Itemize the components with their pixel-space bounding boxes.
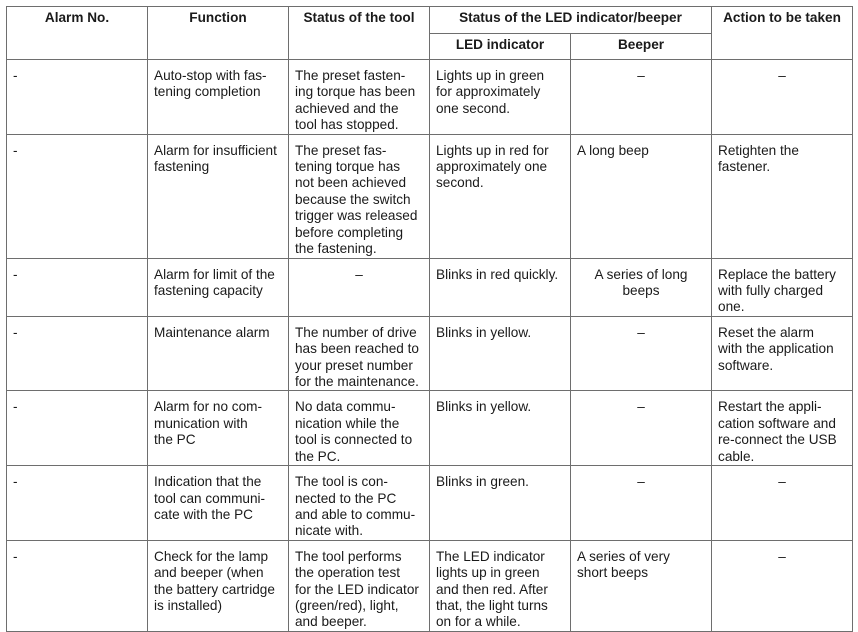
cell-led: Lights up in red for approximately one second. (430, 134, 571, 258)
cell-beeper: A series of long beeps (571, 258, 712, 316)
cell-function: Alarm for no com- munication with the PC (148, 391, 289, 466)
cell-status: The preset fas- tening torque has not been achieved because the switch trigger was released before completing the fastening. (289, 134, 430, 258)
cell-alarm-no: - (7, 466, 148, 541)
cell-beeper: – (571, 60, 712, 135)
cell-status: The preset fasten- ing torque has been achieved and the tool has stopped. (289, 60, 430, 135)
cell-function: Indication that the tool can communi- cate with the PC (148, 466, 289, 541)
cell-alarm-no: - (7, 540, 148, 631)
table-row (7, 540, 853, 631)
table-row (7, 316, 853, 391)
cell-status: The tool is con- nected to the PC and able to commu- nicate with. (289, 466, 430, 541)
alarm-table (6, 6, 853, 632)
header-status-led-beeper: Status of the LED indicator/beeper (430, 7, 712, 34)
cell-beeper: A long beep (571, 134, 712, 258)
cell-led: Blinks in red quickly. (430, 258, 571, 316)
table-row (7, 60, 853, 135)
cell-alarm-no: - (7, 258, 148, 316)
cell-function: Alarm for insufficient fastening (148, 134, 289, 258)
cell-function: Maintenance alarm (148, 316, 289, 391)
cell-led: Lights up in green for approximately one second. (430, 60, 571, 135)
cell-led: Blinks in green. (430, 466, 571, 541)
cell-status: The number of drive has been reached to your preset number for the maintenance. (289, 316, 430, 391)
cell-led: Blinks in yellow. (430, 391, 571, 466)
cell-status: The tool performs the operation test for the LED indicator (green/red), light, and beeper. (289, 540, 430, 631)
cell-beeper: – (571, 466, 712, 541)
cell-action: Restart the appli- cation software and re-connect the USB cable. (712, 391, 853, 466)
cell-action: – (712, 60, 853, 135)
table-body (7, 60, 853, 632)
cell-beeper: – (571, 391, 712, 466)
header-function: Function (148, 7, 289, 60)
cell-led: Blinks in yellow. (430, 316, 571, 391)
table-header (7, 7, 853, 60)
cell-action: Retighten the fastener. (712, 134, 853, 258)
cell-status: No data commu- nication while the tool is connected to the PC. (289, 391, 430, 466)
cell-action: Replace the battery with fully charged one. (712, 258, 853, 316)
cell-function: Auto-stop with fas- tening completion (148, 60, 289, 135)
cell-led: The LED indicator lights up in green and then red. After that, the light turns on for a while. (430, 540, 571, 631)
header-status-tool: Status of the tool (289, 7, 430, 60)
cell-beeper: A series of very short beeps (571, 540, 712, 631)
header-action: Action to be taken (712, 7, 853, 60)
header-alarm-no: Alarm No. (7, 7, 148, 60)
cell-alarm-no: - (7, 391, 148, 466)
cell-action: – (712, 466, 853, 541)
header-beeper: Beeper (571, 34, 712, 60)
cell-action: Reset the alarm with the application software. (712, 316, 853, 391)
table-row (7, 466, 853, 541)
cell-action: – (712, 540, 853, 631)
table-row (7, 258, 853, 316)
cell-alarm-no: - (7, 134, 148, 258)
table-row (7, 134, 853, 258)
cell-beeper: – (571, 316, 712, 391)
cell-function: Alarm for limit of the fastening capacity (148, 258, 289, 316)
cell-status: – (289, 258, 430, 316)
cell-alarm-no: - (7, 316, 148, 391)
cell-alarm-no: - (7, 60, 148, 135)
header-led-indicator: LED indicator (430, 34, 571, 60)
table-row (7, 391, 853, 466)
cell-function: Check for the lamp and beeper (when the battery cartridge is installed) (148, 540, 289, 631)
